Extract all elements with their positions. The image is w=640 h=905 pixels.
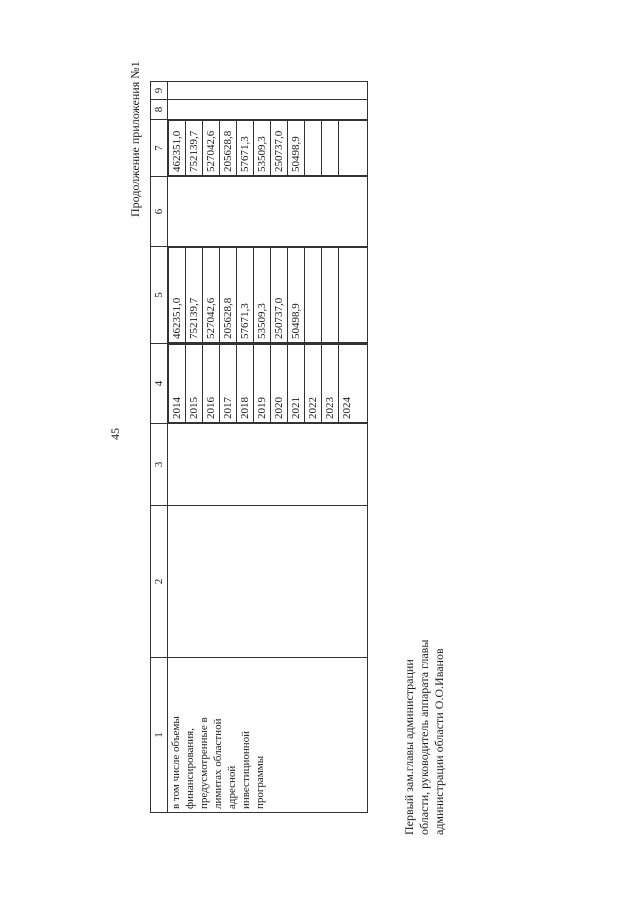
amount-value	[339, 121, 368, 176]
amount-value	[322, 121, 339, 176]
amount-value: 205628,8	[220, 121, 237, 176]
description-line: программы	[254, 755, 266, 809]
description-line: предусмотренные в	[198, 717, 210, 809]
signature-block	[402, 640, 447, 835]
amount-value: 462351,0	[169, 121, 186, 176]
description-line: адресной	[226, 765, 238, 809]
year-value: 2020	[271, 345, 288, 423]
year-value: 2015	[186, 345, 203, 423]
year-value: 2014	[169, 345, 186, 423]
year-value: 2016	[203, 345, 220, 423]
year-value: 2019	[254, 345, 271, 423]
amount-value: 50498,9	[288, 248, 305, 343]
header-cell: 6	[151, 177, 168, 247]
amount-value: 53509,3	[254, 121, 271, 176]
header-cell: 9	[151, 82, 168, 100]
amount-value: 50498,9	[288, 121, 305, 176]
year-value: 2023	[322, 345, 339, 423]
amount-value: 57671,3	[237, 121, 254, 176]
description-line: финансирования,	[184, 728, 196, 809]
col7-cell	[168, 120, 368, 177]
year-value: 2018	[237, 345, 254, 423]
signature-line: Первый зам.главы администрации	[402, 659, 416, 835]
description-line: лимитах областной	[212, 718, 224, 809]
year-value: 2022	[305, 345, 322, 423]
description-line: в том числе объемы	[170, 716, 182, 809]
empty-cell	[168, 177, 368, 247]
amount-value: 527042,6	[203, 248, 220, 343]
header-cell: 7	[151, 120, 168, 177]
amount-value: 53509,3	[254, 248, 271, 343]
header-cell: 3	[151, 424, 168, 506]
appendix-caption: Продолжение приложения №1	[128, 61, 142, 217]
financing-table	[150, 81, 368, 813]
header-cell: 4	[151, 344, 168, 424]
col5-cell	[168, 247, 368, 344]
header-cell: 2	[151, 506, 168, 658]
years-list	[168, 344, 367, 423]
amount-value	[322, 248, 339, 343]
col5-values	[168, 247, 367, 343]
year-value: 2024	[339, 345, 368, 423]
amount-value	[305, 248, 322, 343]
amount-value: 752139,7	[186, 248, 203, 343]
years-cell	[168, 344, 368, 424]
col7-values	[168, 120, 367, 176]
description-line: инвестиционной	[240, 730, 252, 809]
amount-value	[339, 248, 368, 343]
page-number: 45	[108, 428, 122, 440]
header-cell: 1	[151, 658, 168, 813]
empty-cell	[168, 424, 368, 506]
empty-cell	[168, 100, 368, 120]
amount-value: 527042,6	[203, 121, 220, 176]
year-value: 2021	[288, 345, 305, 423]
description-cell	[168, 658, 368, 813]
amount-value: 57671,3	[237, 248, 254, 343]
amount-value: 250737,0	[271, 248, 288, 343]
amount-value: 462351,0	[169, 248, 186, 343]
signature-line: администрации области О.О.Иванов	[432, 648, 446, 835]
empty-cell	[168, 82, 368, 100]
amount-value: 250737,0	[271, 121, 288, 176]
amount-value: 205628,8	[220, 248, 237, 343]
signature-line: области, руководитель аппарата главы	[417, 639, 431, 835]
year-value: 2017	[220, 345, 237, 423]
amount-value: 752139,7	[186, 121, 203, 176]
table-header-row	[151, 82, 168, 813]
amount-value	[305, 121, 322, 176]
header-cell: 5	[151, 247, 168, 344]
table-row	[168, 82, 368, 813]
empty-cell	[168, 506, 368, 658]
header-cell: 8	[151, 100, 168, 120]
